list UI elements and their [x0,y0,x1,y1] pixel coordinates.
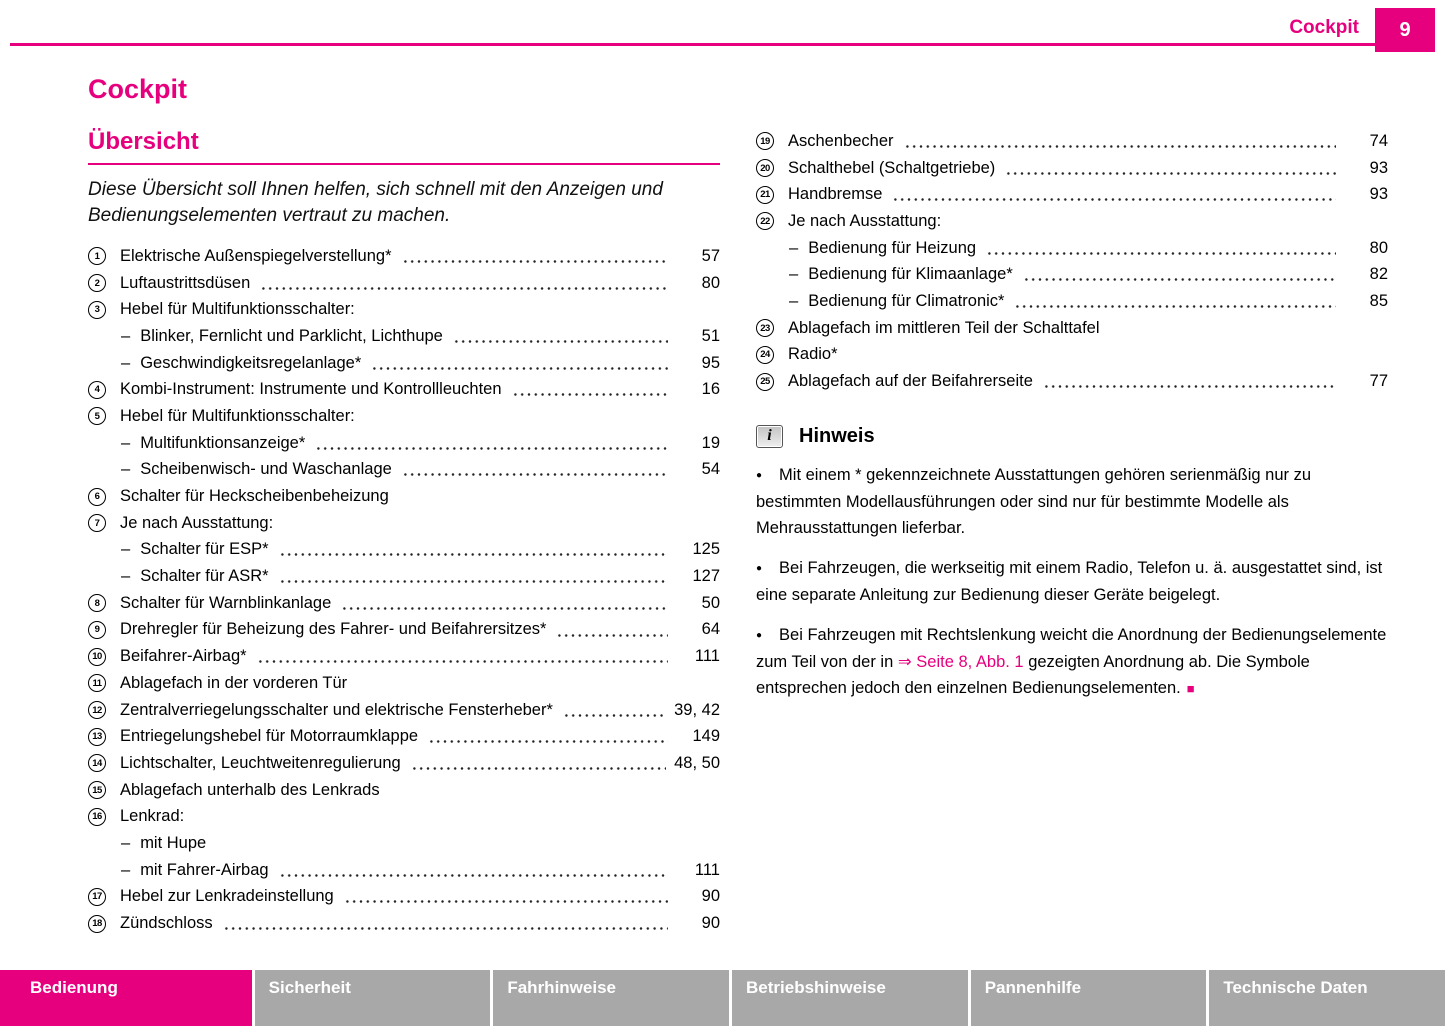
toc-item [88,697,720,724]
item-label: Handbremse [788,185,883,204]
item-page-number: 111 [694,860,720,879]
toc-item [88,830,720,857]
toc-item [88,803,720,830]
item-label: Blinker, Fernlicht und Parklicht, Lichthupe [140,326,443,345]
item-label: Ablagefach im mittleren Teil der Schalttafel [788,318,1100,337]
item-label: Radio* [788,345,838,364]
dot-leader [279,563,668,590]
item-page-number: 74 [1369,131,1388,150]
item-dash: – [789,291,799,310]
item-label: Bedienung für Climatronic* [808,291,1005,310]
note-text: Mit einem * gekennzeichnete Ausstattungen gehören serienmäßig nur zu bestimmten Modellausführungen oder sind nur für bestimmte Modelle als Mehrausstattungen lieferbar. [756,465,1312,537]
item-page-number: 125 [692,540,720,559]
footer-tab-bar [0,970,1445,1026]
item-page-number: 50 [701,593,720,612]
bullet-icon: ● [756,469,763,481]
item-dash: – [121,567,131,586]
toc-item [88,430,720,457]
toc-item [756,155,1388,182]
item-number-badge: 15 [88,781,106,799]
note-text: Bei Fahrzeugen, die werkseitig mit einem Radio, Telefon u. ä. ausgestattet sind, ist eine separate Anleitung zur Bedienung dieser Geräte beigelegt. [756,558,1383,604]
item-label: Scheibenwisch- und Waschanlage [140,460,392,479]
dot-leader [556,617,668,644]
item-label: Hebel für Multifunktionsschalter: [120,300,355,319]
item-label: Lenkrad: [120,807,185,826]
toc-item [756,181,1388,208]
toc-item [88,457,720,484]
item-number-badge: 23 [756,319,774,337]
item-label: Elektrische Außenspiegelverstellung* [120,246,392,265]
item-number-badge: 6 [88,488,106,506]
item-label: Geschwindigkeitsregelanlage* [140,353,362,372]
dot-leader [257,643,668,670]
dot-leader [315,430,668,457]
item-label: Entriegelungshebel für Motorraumklappe [120,727,419,746]
item-label: Lichtschalter, Leuchtweitenregulierung [120,753,401,772]
dot-leader [986,235,1336,262]
toc-item [88,296,720,323]
dot-leader [892,181,1336,208]
item-dash: – [121,860,131,879]
left-column [88,46,720,970]
dot-leader [279,537,668,564]
item-number-badge: 13 [88,728,106,746]
note-title: Hinweis [799,424,875,447]
item-label: Zentralverriegelungsschalter und elektrische Fensterheber* [120,700,553,719]
item-label: Ablagefach in der vorderen Tür [120,673,348,692]
item-label: Bedienung für Klimaanlage* [808,265,1013,284]
toc-item [88,376,720,403]
toc-item [88,723,720,750]
item-dash: – [121,326,131,345]
dot-leader [341,590,668,617]
item-page-number: 16 [701,380,720,399]
item-number-badge: 12 [88,701,106,719]
item-number-badge: 25 [756,373,774,391]
item-dash: – [121,460,131,479]
item-number-badge: 22 [756,212,774,230]
item-page-number: 85 [1369,291,1388,310]
toc-item [756,315,1388,342]
dot-leader [1043,368,1336,395]
dot-leader [402,243,669,270]
item-number-badge: 8 [88,594,106,612]
item-label: Ablagefach unterhalb des Lenkrads [120,780,380,799]
toc-item [88,270,720,297]
toc-item [88,590,720,617]
item-page-number: 57 [701,246,720,265]
toc-left [88,243,720,937]
dot-leader [563,697,666,724]
item-page-number: 51 [701,326,720,345]
item-number-badge: 11 [88,674,106,692]
item-label: Schalthebel (Schaltgetriebe) [788,158,996,177]
dot-leader [1005,155,1336,182]
note-text: gezeigten Anordnung ab. Die Symbole entsprechen jedoch den einzelnen Bedienungselementen. [756,652,1310,697]
item-label: Schalter für Warnblinkanlage [120,593,332,612]
note-bullet [756,462,1388,541]
toc-item [756,368,1388,395]
item-label: Drehregler für Beheizung des Fahrer- und Beifahrersitzes* [120,620,547,639]
toc-item [88,857,720,884]
item-label: Hebel zur Lenkradeinstellung [120,887,334,906]
toc-item [756,342,1388,369]
page-number-box: 9 [1375,8,1435,52]
item-page-number: 64 [701,620,720,639]
dot-leader [223,910,668,937]
item-page-number: 95 [701,353,720,372]
item-page-number: 127 [692,567,720,586]
dot-leader [1014,288,1336,315]
item-number-badge: 7 [88,514,106,532]
footer-tab-technische-daten[interactable]: Technische Daten [1209,970,1445,1026]
toc-item [88,563,720,590]
footer-tab-pannenhilfe[interactable]: Pannenhilfe [971,970,1207,1026]
item-label: Schalter für Heckscheibenbeheizung [120,487,389,506]
footer-tab-sicherheit[interactable]: Sicherheit [255,970,491,1026]
item-dash: – [121,833,131,852]
toc-item [88,323,720,350]
item-number-badge: 9 [88,621,106,639]
dot-leader [904,128,1337,155]
item-number-badge: 20 [756,159,774,177]
dot-leader [279,857,668,884]
item-number-badge: 14 [88,754,106,772]
bullet-icon: ● [756,629,763,641]
item-number-badge: 18 [88,915,106,933]
item-label: Beifahrer-Airbag* [120,647,247,666]
item-label: mit Hupe [140,833,207,852]
item-label: mit Fahrer-Airbag [140,860,269,879]
item-number-badge: 10 [88,648,106,666]
item-dash: – [121,353,131,372]
toc-item [756,261,1388,288]
header-rule [10,43,1435,46]
item-page-number: 90 [701,914,720,933]
item-page-number: 93 [1369,185,1388,204]
item-dash: – [789,238,799,257]
item-label: Ablagefach auf der Beifahrerseite [788,372,1033,391]
item-number-badge: 16 [88,808,106,826]
note-header [756,425,1388,448]
toc-item [88,617,720,644]
item-dash: – [789,265,799,284]
item-page-number: 19 [701,433,720,452]
item-number-badge: 19 [756,132,774,150]
item-number-badge: 1 [88,247,106,265]
toc-item [756,128,1388,155]
right-column [756,46,1388,970]
item-label: Schalter für ESP* [140,540,269,559]
item-label: Aschenbecher [788,131,894,150]
header-title: Cockpit [1289,17,1359,38]
footer-tab-fahrhinweise[interactable]: Fahrhinweise [493,970,729,1026]
note-section [756,425,1388,702]
item-page-number: 93 [1369,158,1388,177]
page-header [0,0,1445,46]
dot-leader [411,750,666,777]
item-page-number: 80 [1369,238,1388,257]
toc-item [756,235,1388,262]
toc-right [756,128,1388,395]
item-label: Hebel für Multifunktionsschalter: [120,406,355,425]
note-text: Bei Fahrzeugen mit Rechtslenkung weicht die Anordnung der Bedienungselemente zum Teil von der in [756,625,1387,671]
page-reference-link[interactable]: ⇒ Seite 8, Abb. 1 [897,652,1024,671]
footer-tab-betriebshinweise[interactable]: Betriebshinweise [732,970,968,1026]
item-page-number: 48, 50 [674,753,720,772]
dot-leader [1023,261,1336,288]
section-end-marker: ■ [1186,680,1195,696]
dot-leader [344,884,668,911]
item-page-number: 82 [1369,265,1388,284]
section-title: Übersicht [88,128,720,165]
item-page-number: 149 [692,727,720,746]
item-label: Bedienung für Heizung [808,238,977,257]
item-label: Luftaustrittsdüsen [120,273,251,292]
item-number-badge: 5 [88,407,106,425]
item-page-number: 77 [1369,372,1388,391]
note-bullet [756,622,1388,702]
item-number-badge: 21 [756,186,774,204]
item-dash: – [121,540,131,559]
toc-item [88,243,720,270]
item-number-badge: 3 [88,301,106,319]
dot-leader [402,457,668,484]
toc-item [88,537,720,564]
footer-tab-bedienung[interactable]: Bedienung [0,970,252,1026]
info-icon: i [756,425,783,448]
toc-item [88,643,720,670]
item-label: Je nach Ausstattung: [120,513,274,532]
item-label: Je nach Ausstattung: [788,211,942,230]
item-page-number: 54 [701,460,720,479]
dot-leader [453,323,668,350]
toc-item [88,670,720,697]
toc-item [88,777,720,804]
item-number-badge: 4 [88,381,106,399]
toc-item [88,483,720,510]
dot-leader [512,376,668,403]
note-body [756,462,1388,702]
item-label: Multifunktionsanzeige* [140,433,306,452]
item-page-number: 39, 42 [674,700,720,719]
content-area [0,46,1445,970]
toc-item [756,288,1388,315]
item-label: Zündschloss [120,914,213,933]
note-bullet [756,555,1388,608]
item-number-badge: 17 [88,888,106,906]
toc-item [88,884,720,911]
toc-item [88,910,720,937]
dot-leader [260,270,668,297]
item-page-number: 90 [701,887,720,906]
toc-item [756,208,1388,235]
item-dash: – [121,433,131,452]
section-intro: Diese Übersicht soll Ihnen helfen, sich schnell mit den Anzeigen und Bedienungselementen vertraut zu machen. [88,179,663,226]
item-page-number: 80 [701,273,720,292]
toc-item [88,750,720,777]
item-number-badge: 2 [88,274,106,292]
item-label: Schalter für ASR* [140,567,269,586]
item-label: Kombi-Instrument: Instrumente und Kontrollleuchten [120,380,502,399]
item-number-badge: 24 [756,346,774,364]
dot-leader [428,723,668,750]
toc-item [88,350,720,377]
toc-item [88,403,720,430]
item-page-number: 111 [694,647,720,666]
toc-item [88,510,720,537]
bullet-icon: ● [756,562,763,574]
dot-leader [371,350,668,377]
page-title: Cockpit [88,74,188,104]
